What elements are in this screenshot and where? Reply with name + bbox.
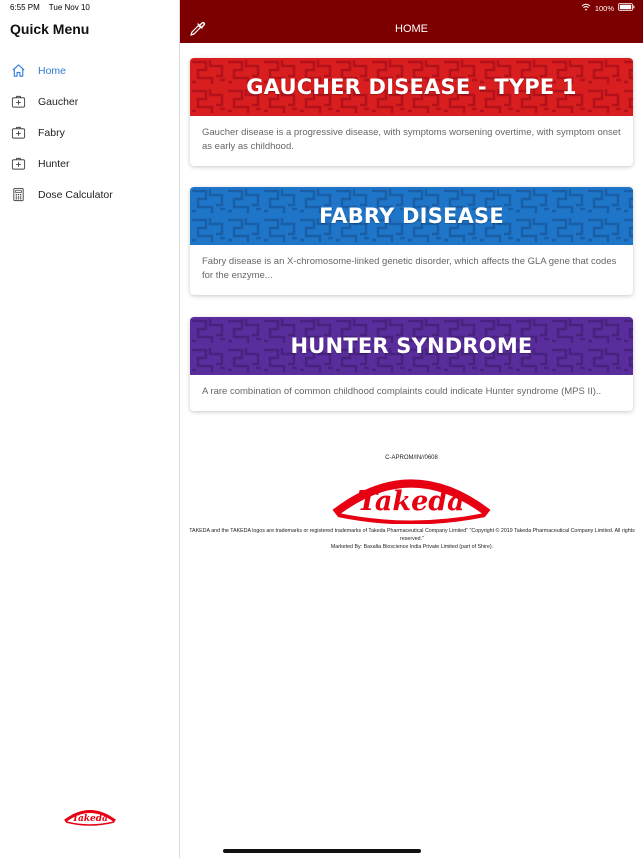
sidebar-item-label: Home	[38, 64, 67, 77]
status-bar-left	[10, 3, 90, 12]
card-title: GAUCHER DISEASE - TYPE 1	[246, 75, 577, 99]
battery-percent: 100%	[594, 3, 614, 13]
takeda-logo-small	[63, 806, 117, 831]
sidebar-item-label: Hunter	[38, 157, 70, 170]
status-time: 6:55 PM	[10, 3, 40, 12]
card-title: HUNTER SYNDROME	[290, 334, 533, 358]
takeda-logo	[330, 466, 493, 529]
main-content	[180, 0, 643, 858]
card-description: Gaucher disease is a progressive disease, with symptoms worsening overtime, with symptom onset as early as childhood.	[202, 127, 621, 152]
medical-kit-icon	[10, 125, 26, 141]
card-title: FABRY DISEASE	[319, 204, 504, 228]
medical-kit-icon	[10, 156, 26, 172]
card-description: A rare combination of common childhood complaints could indicate Hunter syndrome (MPS II)..	[202, 386, 602, 397]
sidebar-item-gaucher[interactable]	[0, 86, 179, 117]
card-fabry[interactable]	[190, 187, 633, 295]
sidebar-title: Quick Menu	[10, 21, 90, 37]
card-description: Fabry disease is an X-chromosome-linked genetic disorder, which affects the GLA gene that codes for the enzyme...	[202, 256, 617, 281]
sidebar-item-home[interactable]	[0, 55, 179, 86]
sidebar-menu	[0, 55, 179, 210]
medical-kit-icon	[10, 94, 26, 110]
takeda-logo-text: Takeda	[72, 814, 108, 824]
legal-notice	[186, 527, 638, 551]
promo-code: C-APROM/IN//0608	[385, 455, 438, 461]
sidebar-item-fabry[interactable]	[0, 117, 179, 148]
legal-line: Marketed By: Baxalta Bioscience India Private Limited (part of Shire).	[330, 544, 494, 550]
sidebar-item-label: Fabry	[38, 126, 65, 139]
home-indicator[interactable]	[223, 849, 421, 853]
page-title: HOME	[395, 23, 428, 35]
calculator-icon	[10, 187, 26, 203]
card-banner	[190, 317, 633, 375]
wifi-icon	[581, 3, 591, 13]
sidebar-item-label: Gaucher	[38, 95, 79, 108]
legal-line: TAKEDA and the TAKEDA logos are trademarks or registered trademarks of Takeda Pharmaceutical Company Limited" "Copyright © 2019 Takeda Pharmaceutical Company Limited. All rights reserved."	[189, 528, 635, 542]
card-hunter[interactable]	[190, 317, 633, 411]
battery-icon	[618, 3, 635, 13]
status-bar-right	[581, 3, 635, 13]
home-icon	[10, 63, 26, 79]
top-navigation-bar	[180, 0, 643, 43]
sidebar	[0, 0, 180, 858]
sidebar-item-label: Dose Calculator	[38, 188, 113, 201]
takeda-logo-text: Takeda	[357, 486, 465, 517]
status-date: Tue Nov 10	[48, 3, 90, 12]
sidebar-item-hunter[interactable]	[0, 148, 179, 179]
card-banner	[190, 58, 633, 116]
card-gaucher[interactable]	[190, 58, 633, 166]
card-banner	[190, 187, 633, 245]
sidebar-item-dose-calculator[interactable]	[0, 179, 179, 210]
